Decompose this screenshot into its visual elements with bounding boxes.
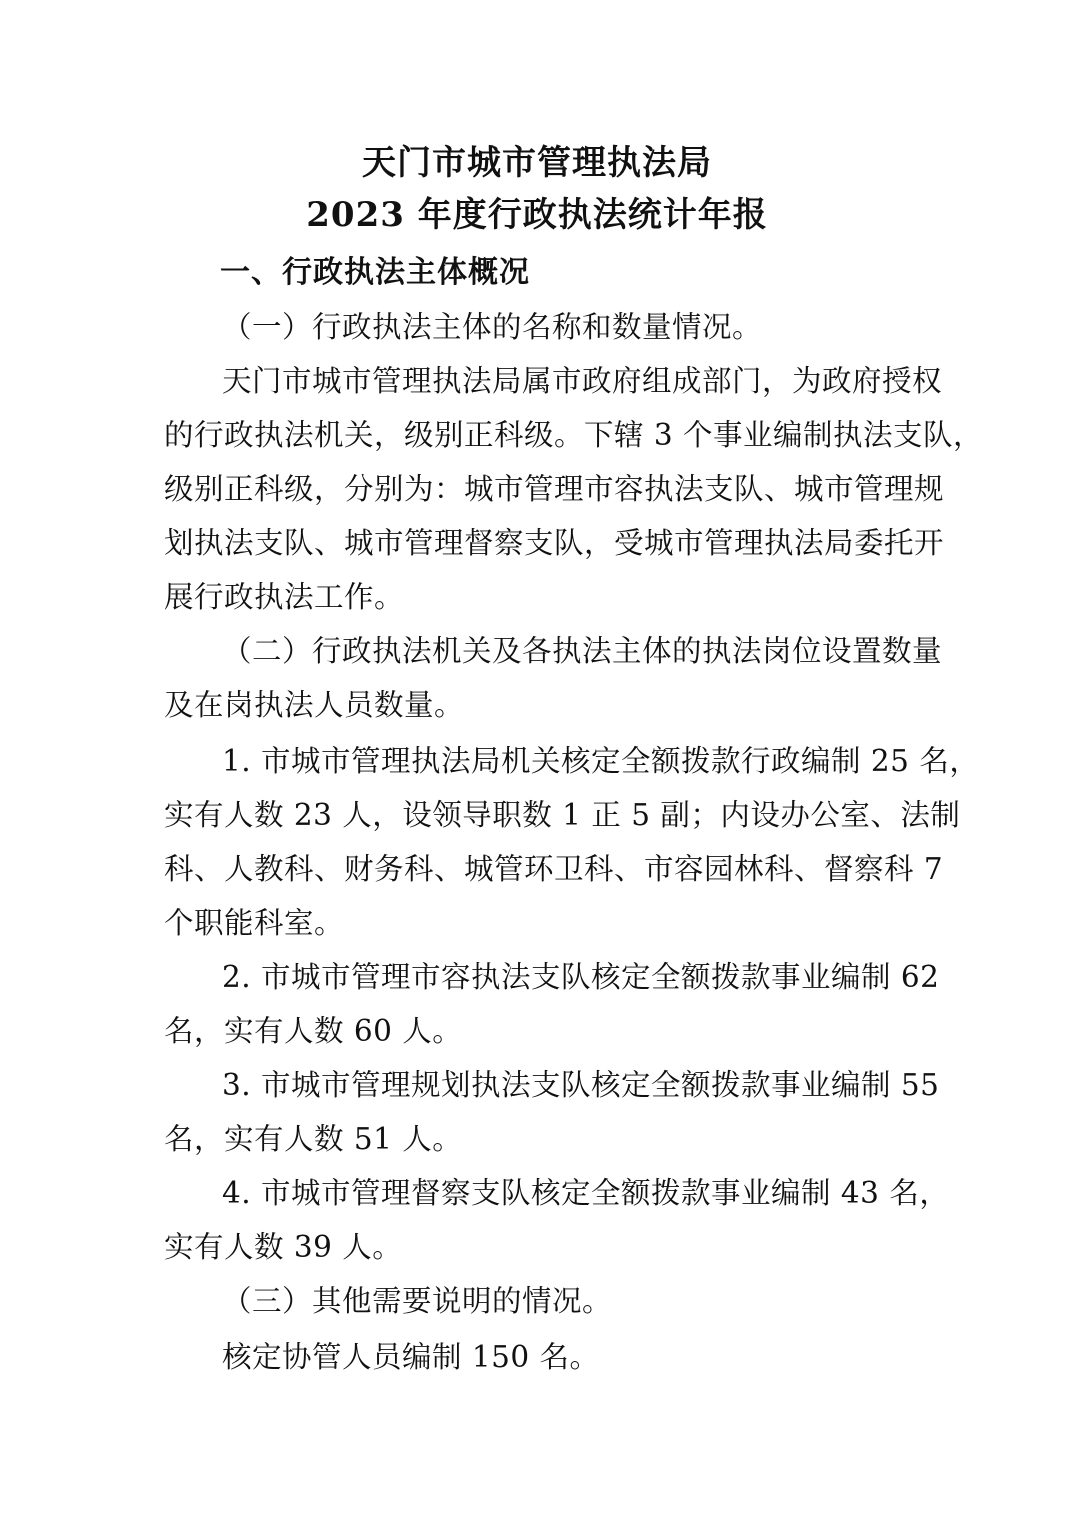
- list-item-line: 实有人数 23 人，设领导职数 1 正 5 副；内设办公室、法制: [164, 798, 961, 832]
- subsection-heading: 及在岗执法人员数量。: [164, 688, 465, 722]
- paragraph-line: 核定协管人员编制 150 名。: [222, 1340, 600, 1374]
- paragraph-line: 的行政执法机关，级别正科级。下辖 3 个事业编制执法支队，: [164, 418, 984, 452]
- list-item-line: 1. 市城市管理执法局机关核定全额拨款行政编制 25 名，: [222, 744, 980, 778]
- paragraph-line: 展行政执法工作。: [164, 580, 405, 614]
- document-title: 天门市城市管理执法局: [362, 143, 712, 183]
- list-item-line: 2. 市城市管理市容执法支队核定全额拨款事业编制 62: [222, 960, 940, 994]
- list-item-line: 个职能科室。: [164, 906, 345, 940]
- section-heading: 一、行政执法主体概况: [220, 255, 530, 290]
- list-item-line: 4. 市城市管理督察支队核定全额拨款事业编制 43 名，: [222, 1176, 950, 1210]
- subsection-heading: （二）行政执法机关及各执法主体的执法岗位设置数量: [222, 634, 943, 668]
- subsection-heading: （三）其他需要说明的情况。: [222, 1284, 613, 1318]
- paragraph-line: 级别正科级，分别为：城市管理市容执法支队、城市管理规: [164, 472, 945, 506]
- list-item-line: 实有人数 39 人。: [164, 1230, 403, 1264]
- document-subtitle: 2023 年度行政执法统计年报: [306, 195, 768, 235]
- list-item-line: 3. 市城市管理规划执法支队核定全额拨款事业编制 55: [222, 1068, 940, 1102]
- list-item-line: 科、人教科、财务科、城管环卫科、市容园林科、督察科 7: [164, 852, 944, 886]
- subsection-heading: （一）行政执法主体的名称和数量情况。: [222, 310, 763, 344]
- paragraph-line: 天门市城市管理执法局属市政府组成部门，为政府授权: [222, 364, 943, 398]
- list-item-line: 名，实有人数 51 人。: [164, 1122, 463, 1156]
- list-item-line: 名，实有人数 60 人。: [164, 1014, 463, 1048]
- paragraph-line: 划执法支队、城市管理督察支队，受城市管理执法局委托开: [164, 526, 945, 560]
